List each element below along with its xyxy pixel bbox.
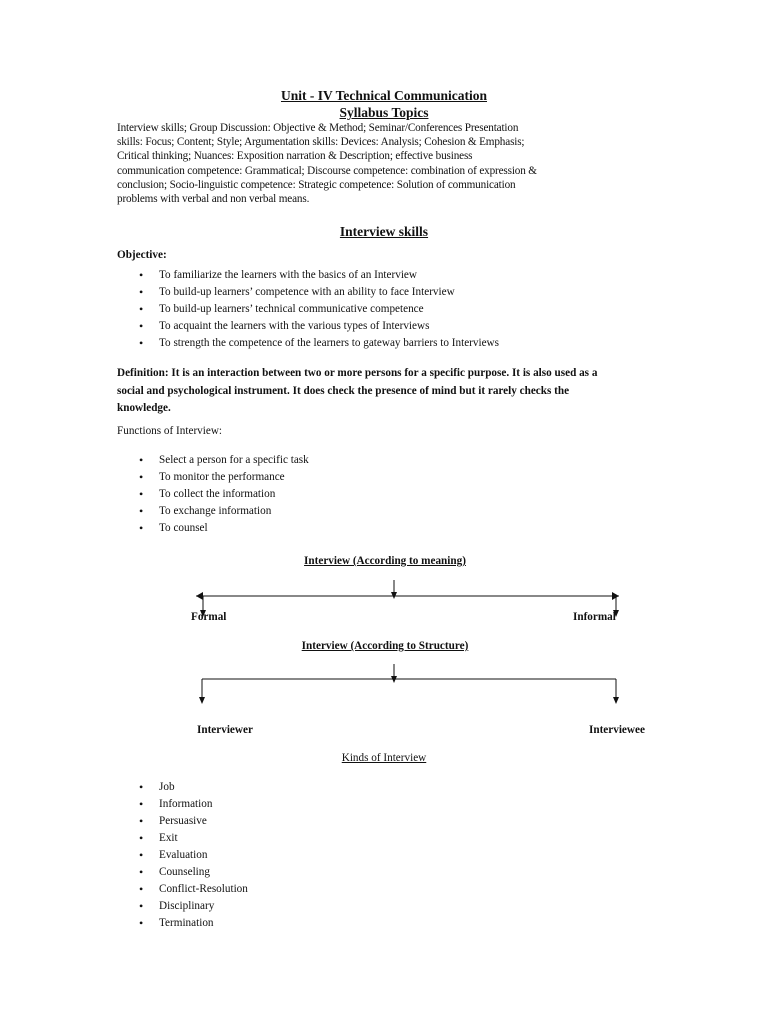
definition-line: knowledge.	[117, 402, 171, 414]
list-item: • Exit	[117, 830, 248, 847]
objective-label: Objective:	[117, 249, 167, 261]
list-item: • To build-up learners’ competence with an ability to face Interview	[117, 284, 499, 301]
syllabus-line: Critical thinking; Nuances: Exposition narration & Description; effective business	[117, 150, 473, 163]
syllabus-line: Interview skills; Group Discussion: Objective & Method; Seminar/Conferences Presentation	[117, 122, 519, 134]
syllabus-title: Syllabus Topics	[339, 105, 429, 120]
list-item: • To counsel	[117, 520, 309, 537]
list-item: • Conflict-Resolution	[117, 881, 248, 898]
list-item: • To collect the information	[117, 486, 309, 503]
section-heading: Interview skills	[339, 224, 429, 239]
list-item: • To familiarize the learners with the basics of an Interview	[117, 267, 499, 284]
kinds-title: Kinds of Interview	[341, 752, 427, 764]
interviewee-label: Interviewee	[589, 724, 645, 736]
list-item: • Job	[117, 779, 248, 796]
list-item: • To exchange information	[117, 503, 309, 520]
list-item: • Disciplinary	[117, 898, 248, 915]
page-title: Unit - IV Technical Communication	[280, 88, 488, 103]
list-item: • To build-up learners’ technical communicative competence	[117, 301, 499, 318]
list-item: • Select a person for a specific task	[117, 452, 309, 469]
syllabus-line: problems with verbal and non verbal means.	[117, 193, 310, 206]
functions-label: Functions of Interview:	[117, 425, 223, 437]
list-item: • To monitor the performance	[117, 469, 309, 486]
list-item: • Evaluation	[117, 847, 248, 864]
informal-label: Informal	[573, 611, 616, 623]
list-item: • To acquaint the learners with the various types of Interviews	[117, 318, 499, 335]
definition-line: Definition: It is an interaction between two or more persons for a specific purpose. It is also used as a	[117, 367, 598, 379]
list-item: • Information	[117, 796, 248, 813]
list-item: • Termination	[117, 915, 248, 932]
definition-line: social and psychological instrument. It does check the presence of mind but it rarely checks the	[117, 384, 570, 397]
kinds-list	[0, 779, 248, 932]
list-item: • Counseling	[117, 864, 248, 881]
list-item: • To strength the competence of the learners to gateway barriers to Interviews	[117, 335, 499, 352]
formal-label: Formal	[191, 611, 227, 623]
structure-diagram-title: Interview (According to Structure)	[301, 640, 469, 652]
list-item: • Persuasive	[117, 813, 248, 830]
meaning-diagram-title: Interview (According to meaning)	[304, 555, 466, 567]
syllabus-line: conclusion; Socio-linguistic competence: Strategic competence: Solution of communication	[117, 178, 516, 191]
syllabus-line: skills: Focus; Content; Style; Argumentation skills: Devices: Analysis; Cohesion & Emphasis;	[117, 136, 525, 149]
interviewer-label: Interviewer	[197, 724, 253, 736]
syllabus-line: communication competence: Grammatical; Discourse competence: combination of expression &	[117, 164, 537, 177]
